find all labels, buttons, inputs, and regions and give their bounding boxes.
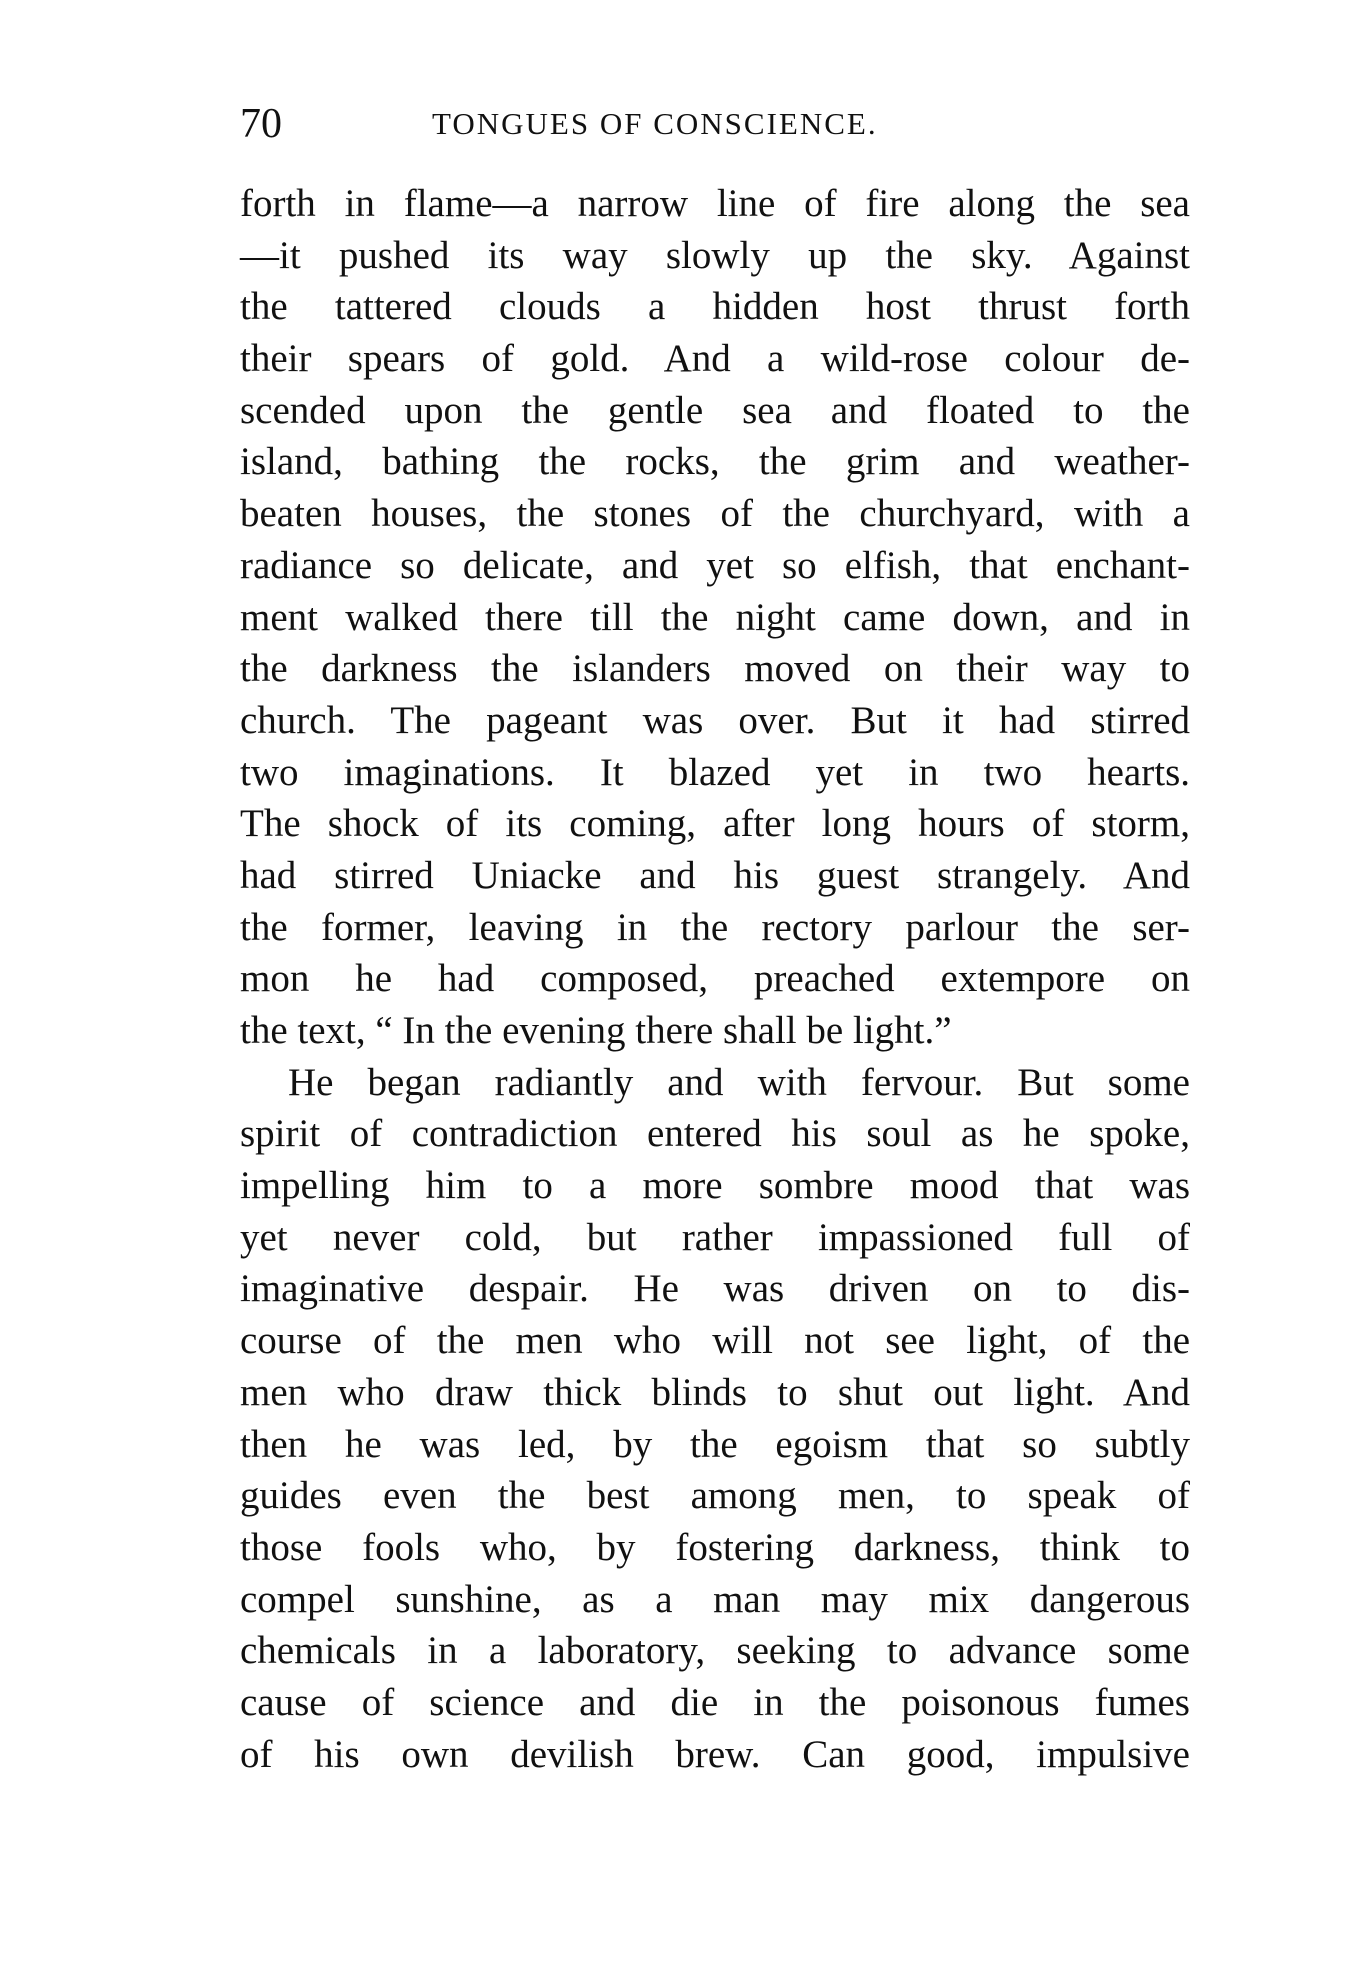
text-line: church. The pageant was over. But it had stirred <box>240 698 1190 742</box>
text-line: ment walked there till the night came down, and in <box>240 595 1190 639</box>
text-line: those fools who, by fostering darkness, think to <box>240 1525 1190 1569</box>
text-line: the darkness the islanders moved on their way to <box>240 647 1190 691</box>
page-body <box>240 178 1190 1780</box>
text-line: the tattered clouds a hidden host thrust forth <box>240 285 1190 329</box>
text-line: yet never cold, but rather impassioned full of <box>240 1215 1190 1259</box>
text-line: the text, “ In the evening there shall be light.” <box>240 1009 952 1052</box>
text-line: their spears of gold. And a wild-rose colour de- <box>240 337 1190 381</box>
text-line: island, bathing the rocks, the grim and weather- <box>240 440 1190 484</box>
text-line: two imaginations. It blazed yet in two hearts. <box>240 750 1190 794</box>
paragraph <box>240 178 1190 1057</box>
text-line: then he was led, by the egoism that so subtly <box>240 1422 1190 1466</box>
text-line: chemicals in a laboratory, seeking to advance some <box>240 1629 1190 1673</box>
text-line: had stirred Uniacke and his guest strangely. And <box>240 853 1190 897</box>
text-line: radiance so delicate, and yet so elfish, that enchant- <box>240 543 1190 587</box>
page-number: 70 <box>240 101 282 147</box>
text-line: —it pushed its way slowly up the sky. Against <box>240 233 1190 277</box>
paragraph <box>240 1057 1190 1781</box>
text-line: beaten houses, the stones of the churchyard, with a <box>240 492 1190 536</box>
text-line: He began radiantly and with fervour. But some <box>288 1060 1190 1104</box>
text-line: mon he had composed, preached extempore on <box>240 957 1190 1001</box>
running-header <box>240 100 1190 150</box>
text-line: imaginative despair. He was driven on to dis- <box>240 1267 1190 1311</box>
text-line: the former, leaving in the rectory parlour the ser- <box>240 905 1190 949</box>
text-line: scended upon the gentle sea and floated to the <box>240 388 1190 432</box>
text-line: course of the men who will not see light, of the <box>240 1319 1190 1363</box>
text-line: The shock of its coming, after long hours of storm, <box>240 802 1190 846</box>
text-line: of his own devilish brew. Can good, impulsive <box>240 1732 1190 1776</box>
text-line: guides even the best among men, to speak of <box>240 1474 1190 1518</box>
text-line: impelling him to a more sombre mood that was <box>240 1164 1190 1208</box>
text-line: compel sunshine, as a man may mix dangerous <box>240 1577 1190 1621</box>
text-line: forth in flame—a narrow line of fire along the sea <box>240 182 1190 225</box>
running-title: TONGUES OF CONSCIENCE. <box>432 106 878 141</box>
text-line: men who draw thick blinds to shut out light. And <box>240 1370 1190 1414</box>
text-line: cause of science and die in the poisonous fumes <box>240 1680 1190 1724</box>
text-line: spirit of contradiction entered his soul as he spoke, <box>240 1112 1190 1156</box>
